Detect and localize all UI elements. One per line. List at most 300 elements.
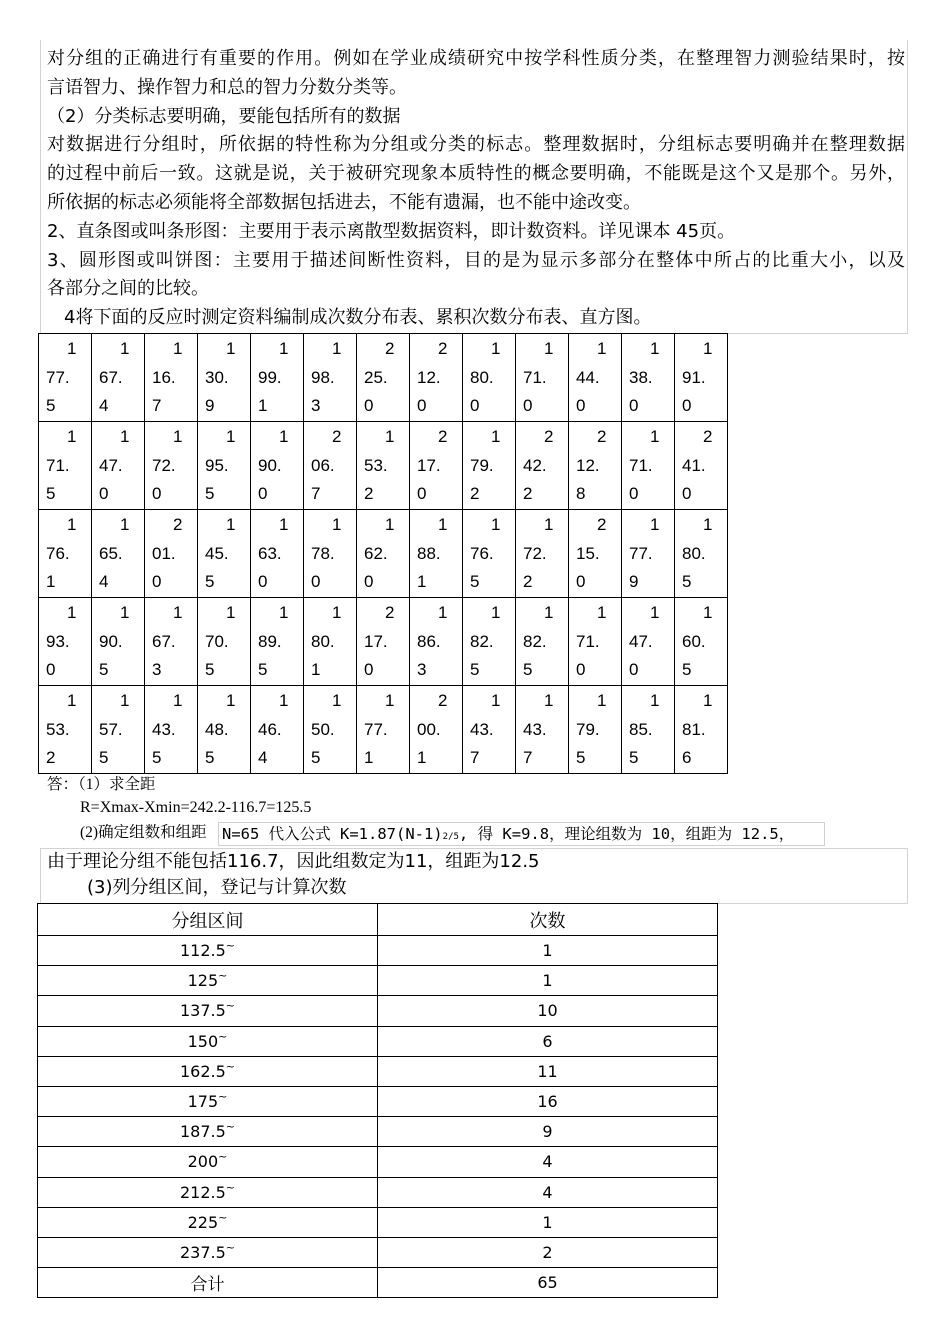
interval-range-mark: ~ (225, 1240, 236, 1254)
total-count-cell: 65 (378, 1268, 718, 1298)
reaction-time-value-part: 12. (576, 455, 600, 475)
range-formula: R=Xmax-Xmin=242.2-116.7=125.5 (80, 799, 312, 816)
frequency-row (38, 1177, 718, 1207)
reaction-time-value-part: 1 (120, 691, 130, 710)
answer-step1-label: 答：（1）求全距 (47, 776, 156, 793)
reaction-time-value-part: 1 (279, 603, 289, 622)
reaction-time-cell (463, 598, 516, 686)
reaction-time-cell (410, 686, 463, 774)
reaction-time-row (39, 686, 728, 774)
reaction-time-value-part: 5 (152, 748, 162, 767)
reaction-time-value-part: 1 (279, 515, 289, 534)
reaction-time-value-part: 0 (470, 396, 480, 415)
reaction-time-value-part: 0 (576, 572, 586, 591)
reaction-time-value-part: 1 (417, 748, 427, 767)
frequency-header-row (38, 904, 718, 936)
reaction-time-row (39, 334, 728, 422)
reaction-time-cell (251, 686, 304, 774)
reaction-time-value-part: 1 (650, 339, 660, 358)
reaction-time-value-part: 0 (99, 484, 109, 503)
answer-step2-label: (2)确定组数和组距 (80, 824, 207, 841)
frequency-total-row (38, 1268, 718, 1298)
reaction-time-row (39, 598, 728, 686)
reaction-time-value-part: 72. (152, 455, 176, 475)
reaction-time-value-part: 3 (152, 660, 162, 679)
reaction-time-cell (92, 510, 145, 598)
reaction-time-value-part: 77. (364, 719, 388, 739)
reaction-time-value-part: 17. (364, 631, 388, 651)
count-cell: 10 (378, 996, 718, 1026)
frequency-row (38, 1056, 718, 1086)
reaction-time-value-part: 0 (682, 484, 692, 503)
count-cell: 11 (378, 1056, 718, 1086)
section-heading: （2）分类标志要明确，要能包括所有的数据 (47, 105, 401, 127)
group-count-formula: N=65 代入公式 K=1.87(N-1) (222, 825, 443, 843)
reaction-time-value-part: 1 (491, 691, 501, 710)
reaction-time-cell (304, 686, 357, 774)
reaction-time-cell (39, 598, 92, 686)
reaction-time-value-part: 1 (332, 691, 342, 710)
reaction-time-value-part: 67. (99, 367, 123, 387)
reaction-time-cell (304, 422, 357, 510)
reaction-time-value-part: 12. (417, 367, 441, 387)
reaction-time-value-part: 2 (173, 515, 183, 534)
interval-lower-bound: 137.5 (179, 1001, 226, 1021)
reaction-time-value-part: 2 (597, 427, 607, 446)
reaction-time-value-part: 9 (205, 396, 215, 415)
reaction-time-value-part: 53. (46, 719, 70, 739)
reaction-time-cell (463, 510, 516, 598)
reaction-time-cell (304, 510, 357, 598)
reaction-time-value-part: 0 (629, 484, 639, 503)
frequency-row (38, 1147, 718, 1177)
reaction-time-value-part: 44. (576, 367, 600, 387)
reaction-time-value-part: 2 (703, 427, 713, 446)
reaction-time-table-body (39, 334, 728, 774)
interval-cell (38, 996, 378, 1026)
reaction-time-value-part: 1 (544, 603, 554, 622)
reaction-time-value-part: 1 (438, 515, 448, 534)
interval-header: 分组区间 (38, 904, 378, 936)
reaction-time-value-part: 0 (258, 484, 268, 503)
pie-chart-note: 3、圆形图或叫饼图：主要用于描述间断性资料，目的是为显示多部分在整体中所占的比重大小，以及 (47, 249, 905, 271)
paragraph-line: 言语智力、操作智力和总的智力分数分类等。 (47, 76, 407, 98)
total-label-cell: 合计 (38, 1268, 378, 1298)
reaction-time-value-part: 5 (99, 660, 109, 679)
reaction-time-value-part: 1 (491, 515, 501, 534)
reaction-time-cell (410, 422, 463, 510)
paragraph-line: 所依据的标志必须能将全部数据包括进去，不能有遗漏，也不能中途改变。 (47, 191, 641, 213)
interval-range-mark: ~ (225, 1059, 236, 1073)
reaction-time-value-part: 76. (470, 543, 494, 563)
reaction-time-value-part: 2 (332, 427, 342, 446)
reaction-time-cell (516, 510, 569, 598)
reaction-time-value-part: 98. (311, 367, 335, 387)
reaction-time-value-part: 47. (99, 455, 123, 475)
reaction-time-value-part: 5 (46, 484, 56, 503)
interval-cell (38, 1207, 378, 1237)
reaction-time-value-part: 42. (523, 455, 547, 475)
reaction-time-value-part: 79. (470, 455, 494, 475)
reaction-time-value-part: 70. (205, 631, 229, 651)
reaction-time-value-part: 71. (523, 367, 547, 387)
reaction-time-value-part: 5 (576, 748, 586, 767)
reaction-time-value-part: 85. (629, 719, 653, 739)
reaction-time-value-part: 90. (99, 631, 123, 651)
reaction-time-value-part: 57. (99, 719, 123, 739)
interval-range-mark: ~ (218, 1150, 228, 1164)
interval-cell (38, 1026, 378, 1056)
reaction-time-cell (357, 510, 410, 598)
interval-range-mark: ~ (225, 1180, 236, 1194)
reaction-time-value-part: 2 (544, 427, 554, 446)
reaction-time-value-part: 65. (99, 543, 123, 563)
reaction-time-value-part: 80. (682, 543, 706, 563)
reaction-time-value-part: 2 (470, 484, 480, 503)
reaction-time-table (38, 333, 728, 774)
reaction-time-cell (569, 334, 622, 422)
reaction-time-value-part: 1 (67, 427, 77, 446)
reaction-time-value-part: 81. (682, 719, 706, 739)
reaction-time-value-part: 71. (576, 631, 600, 651)
reaction-time-value-part: 5 (523, 660, 533, 679)
count-cell: 4 (378, 1147, 718, 1177)
frequency-row (38, 966, 718, 996)
reaction-time-value-part: 43. (470, 719, 494, 739)
reaction-time-cell (304, 334, 357, 422)
reaction-time-value-part: 1 (120, 339, 130, 358)
reaction-time-value-part: 1 (279, 427, 289, 446)
paragraph-line: 对分组的正确进行有重要的作用。例如在学业成绩研究中按学科性质分类，在整理智力测验结果时，按 (47, 48, 905, 69)
reaction-time-value-part: 60. (682, 631, 706, 651)
reaction-time-value-part: 1 (226, 603, 236, 622)
reaction-time-cell (39, 686, 92, 774)
reaction-time-value-part: 43. (152, 719, 176, 739)
interval-lower-bound: 212.5 (179, 1182, 226, 1202)
reaction-time-value-part: 0 (576, 396, 586, 415)
reaction-time-value-part: 1 (226, 339, 236, 358)
reaction-time-value-part: 5 (311, 748, 321, 767)
reaction-time-value-part: 43. (523, 719, 547, 739)
reaction-time-value-part: 1 (279, 339, 289, 358)
reaction-time-value-part: 6 (682, 748, 692, 767)
reaction-time-value-part: 2 (523, 572, 533, 591)
reaction-time-value-part: 88. (417, 543, 441, 563)
reaction-time-value-part: 0 (576, 660, 586, 679)
interval-cell (38, 1147, 378, 1177)
reaction-time-value-part: 0 (364, 572, 374, 591)
reaction-time-value-part: 1 (597, 339, 607, 358)
reaction-time-cell (251, 334, 304, 422)
reaction-time-value-part: 99. (258, 367, 282, 387)
reaction-time-value-part: 1 (279, 691, 289, 710)
interval-lower-bound: 125 (187, 971, 219, 991)
reaction-time-cell (92, 598, 145, 686)
reaction-time-cell (622, 334, 675, 422)
group-count-formula-box (218, 822, 825, 846)
reaction-time-value-part: 4 (258, 748, 268, 767)
reaction-time-value-part: 0 (258, 572, 268, 591)
reaction-time-cell (39, 510, 92, 598)
interval-lower-bound: 150 (187, 1031, 219, 1051)
reaction-time-cell (410, 510, 463, 598)
reaction-time-value-part: 1 (67, 339, 77, 358)
reaction-time-cell (304, 598, 357, 686)
reaction-time-value-part: 7 (470, 748, 480, 767)
reaction-time-cell (516, 334, 569, 422)
reaction-time-cell (516, 686, 569, 774)
reaction-time-cell (622, 422, 675, 510)
reaction-time-value-part: 2 (438, 691, 448, 710)
reaction-time-value-part: 0 (629, 660, 639, 679)
reaction-time-value-part: 2 (438, 427, 448, 446)
reaction-time-cell (675, 510, 728, 598)
reaction-time-cell (357, 598, 410, 686)
reaction-time-value-part: 1 (332, 339, 342, 358)
paragraph-line: 的过程中前后一致。这就是说，关于被研究现象本质特性的概念要明确，不能既是这个又是那个。另外， (47, 163, 905, 185)
reaction-time-cell (410, 598, 463, 686)
reaction-time-cell (569, 510, 622, 598)
reaction-time-value-part: 1 (311, 660, 321, 679)
reaction-time-value-part: 1 (364, 748, 374, 767)
reaction-time-value-part: 48. (205, 719, 229, 739)
reaction-time-value-part: 82. (523, 631, 547, 651)
reaction-time-value-part: 2 (46, 748, 56, 767)
count-cell: 1 (378, 966, 718, 996)
paragraph-line: 各部分之间的比较。 (47, 278, 209, 300)
reaction-time-value-part: 9 (629, 572, 639, 591)
reaction-time-cell (198, 334, 251, 422)
paragraph-line: 对数据进行分组时，所依据的特性称为分组或分类的标志。整理数据时，分组标志要明确并在整理数据 (47, 134, 905, 156)
reaction-time-value-part: 1 (544, 515, 554, 534)
interval-cell (38, 1237, 378, 1267)
interval-range-mark: ~ (218, 1210, 228, 1224)
count-cell: 6 (378, 1026, 718, 1056)
reaction-time-value-part: 41. (682, 455, 706, 475)
reaction-time-value-part: 01. (152, 543, 176, 563)
frequency-table (37, 903, 718, 1298)
interval-range-mark: ~ (225, 939, 236, 953)
interval-range-mark: ~ (225, 999, 236, 1013)
reaction-time-value-part: 1 (332, 603, 342, 622)
interval-cell (38, 1086, 378, 1116)
reaction-time-cell (675, 686, 728, 774)
interval-cell (38, 966, 378, 996)
reaction-time-value-part: 1 (491, 603, 501, 622)
frequency-row (38, 1117, 718, 1147)
interval-lower-bound: 112.5 (179, 941, 226, 961)
conclusion-text-box (40, 848, 908, 904)
reaction-time-value-part: 1 (703, 339, 713, 358)
reaction-time-value-part: 2 (523, 484, 533, 503)
frequency-table-body (38, 936, 718, 1298)
interval-range-mark: ~ (218, 1029, 228, 1043)
reaction-time-cell (357, 422, 410, 510)
reaction-time-value-part: 47. (629, 631, 653, 651)
reaction-time-value-part: 7 (311, 484, 321, 503)
count-cell: 1 (378, 1207, 718, 1237)
reaction-time-cell (251, 598, 304, 686)
formula-exponent: 2/5 (442, 832, 459, 842)
reaction-time-value-part: 71. (629, 455, 653, 475)
reaction-time-value-part: 1 (173, 339, 183, 358)
intro-text-box (40, 40, 908, 334)
reaction-time-value-part: 1 (385, 691, 395, 710)
reaction-time-cell (516, 422, 569, 510)
interval-range-mark: ~ (218, 1090, 228, 1104)
reaction-time-value-part: 8 (576, 484, 586, 503)
reaction-time-value-part: 1 (385, 427, 395, 446)
reaction-time-value-part: 62. (364, 543, 388, 563)
reaction-time-cell (463, 686, 516, 774)
reaction-time-value-part: 5 (205, 572, 215, 591)
reaction-time-value-part: 0 (629, 396, 639, 415)
reaction-time-value-part: 7 (152, 396, 162, 415)
reaction-time-value-part: 1 (226, 427, 236, 446)
reaction-time-value-part: 3 (417, 660, 427, 679)
reaction-time-value-part: 45. (205, 543, 229, 563)
interval-lower-bound: 237.5 (179, 1242, 226, 1262)
reaction-time-value-part: 5 (470, 660, 480, 679)
reaction-time-cell (198, 598, 251, 686)
interval-lower-bound: 200 (187, 1152, 219, 1172)
reaction-time-value-part: 1 (703, 603, 713, 622)
reaction-time-cell (357, 686, 410, 774)
reaction-time-value-part: 1 (597, 691, 607, 710)
reaction-time-cell (145, 686, 198, 774)
count-cell: 1 (378, 936, 718, 966)
reaction-time-cell (675, 598, 728, 686)
reaction-time-value-part: 1 (173, 691, 183, 710)
interval-lower-bound: 175 (187, 1092, 219, 1112)
reaction-time-cell (622, 598, 675, 686)
reaction-time-value-part: 63. (258, 543, 282, 563)
reaction-time-value-part: 1 (46, 572, 56, 591)
reaction-time-value-part: 46. (258, 719, 282, 739)
reaction-time-value-part: 3 (311, 396, 321, 415)
reaction-time-cell (92, 422, 145, 510)
reaction-time-value-part: 1 (597, 603, 607, 622)
reaction-time-cell (463, 334, 516, 422)
reaction-time-value-part: 1 (120, 603, 130, 622)
reaction-time-value-part: 0 (523, 396, 533, 415)
reaction-time-value-part: 1 (173, 603, 183, 622)
reaction-time-value-part: 80. (470, 367, 494, 387)
reaction-time-value-part: 1 (226, 691, 236, 710)
reaction-time-cell (410, 334, 463, 422)
frequency-row (38, 936, 718, 966)
reaction-time-value-part: 5 (205, 748, 215, 767)
reaction-time-value-part: 76. (46, 543, 70, 563)
reaction-time-value-part: 5 (46, 396, 56, 415)
reaction-time-value-part: 2 (364, 484, 374, 503)
reaction-time-cell (516, 598, 569, 686)
reaction-time-value-part: 2 (438, 339, 448, 358)
reaction-time-cell (357, 334, 410, 422)
interval-cell (38, 1177, 378, 1207)
frequency-row (38, 1026, 718, 1056)
reaction-time-value-part: 25. (364, 367, 388, 387)
reaction-time-value-part: 0 (46, 660, 56, 679)
reaction-time-cell (251, 422, 304, 510)
interval-range-mark: ~ (218, 969, 228, 983)
reaction-time-cell (39, 334, 92, 422)
reaction-time-value-part: 78. (311, 543, 335, 563)
interval-lower-bound: 162.5 (179, 1061, 226, 1081)
answer-step3-label: (3)列分组区间，登记与计算次数 (87, 877, 347, 898)
reaction-time-value-part: 0 (417, 396, 427, 415)
reaction-time-value-part: 5 (99, 748, 109, 767)
reaction-time-value-part: 91. (682, 367, 706, 387)
reaction-time-value-part: 4 (99, 396, 109, 415)
reaction-time-value-part: 82. (470, 631, 494, 651)
reaction-time-value-part: 1 (438, 603, 448, 622)
reaction-time-cell (198, 510, 251, 598)
reaction-time-value-part: 53. (364, 455, 388, 475)
reaction-time-value-part: 06. (311, 455, 335, 475)
reaction-time-value-part: 1 (173, 427, 183, 446)
reaction-time-value-part: 1 (67, 515, 77, 534)
reaction-time-cell (145, 510, 198, 598)
reaction-time-cell (675, 334, 728, 422)
reaction-time-cell (622, 686, 675, 774)
reaction-time-value-part: 5 (470, 572, 480, 591)
reaction-time-value-part: 2 (597, 515, 607, 534)
reaction-time-row (39, 510, 728, 598)
reaction-time-value-part: 1 (67, 603, 77, 622)
reaction-time-value-part: 1 (226, 515, 236, 534)
count-cell: 2 (378, 1237, 718, 1267)
reaction-time-value-part: 0 (417, 484, 427, 503)
reaction-time-value-part: 0 (152, 484, 162, 503)
reaction-time-cell (39, 422, 92, 510)
reaction-time-value-part: 2 (385, 339, 395, 358)
group-conclusion: 由于理论分组不能包括116.7，因此组数定为11，组距为12.5 (47, 851, 540, 872)
interval-lower-bound: 225 (187, 1212, 219, 1232)
reaction-time-value-part: 16. (152, 367, 176, 387)
interval-cell (38, 1117, 378, 1147)
count-cell: 9 (378, 1117, 718, 1147)
reaction-time-value-part: 77. (46, 367, 70, 387)
reaction-time-value-part: 67. (152, 631, 176, 651)
frequency-row (38, 1207, 718, 1237)
reaction-time-value-part: 17. (417, 455, 441, 475)
reaction-time-value-part: 89. (258, 631, 282, 651)
reaction-time-value-part: 00. (417, 719, 441, 739)
frequency-table-head (38, 904, 718, 936)
reaction-time-cell (569, 422, 622, 510)
reaction-time-value-part: 1 (67, 691, 77, 710)
reaction-time-value-part: 93. (46, 631, 70, 651)
reaction-time-cell (622, 510, 675, 598)
reaction-time-value-part: 0 (311, 572, 321, 591)
interval-cell (38, 936, 378, 966)
count-header: 次数 (378, 904, 718, 936)
reaction-time-cell (92, 334, 145, 422)
bar-chart-note: 2、直条图或叫条形图：主要用于表示离散型数据资料，即计数资料。详见课本 45页。 (47, 220, 736, 242)
reaction-time-value-part: 38. (629, 367, 653, 387)
reaction-time-value-part: 80. (311, 631, 335, 651)
count-cell: 16 (378, 1086, 718, 1116)
reaction-time-value-part: 5 (205, 660, 215, 679)
reaction-time-value-part: 0 (364, 660, 374, 679)
reaction-time-value-part: 1 (650, 691, 660, 710)
group-count-result: , 得 K=9.8，理论组数为 10，组距为 12.5， (458, 825, 795, 843)
reaction-time-value-part: 1 (544, 339, 554, 358)
reaction-time-value-part: 77. (629, 543, 653, 563)
reaction-time-cell (92, 686, 145, 774)
reaction-time-value-part: 1 (650, 427, 660, 446)
